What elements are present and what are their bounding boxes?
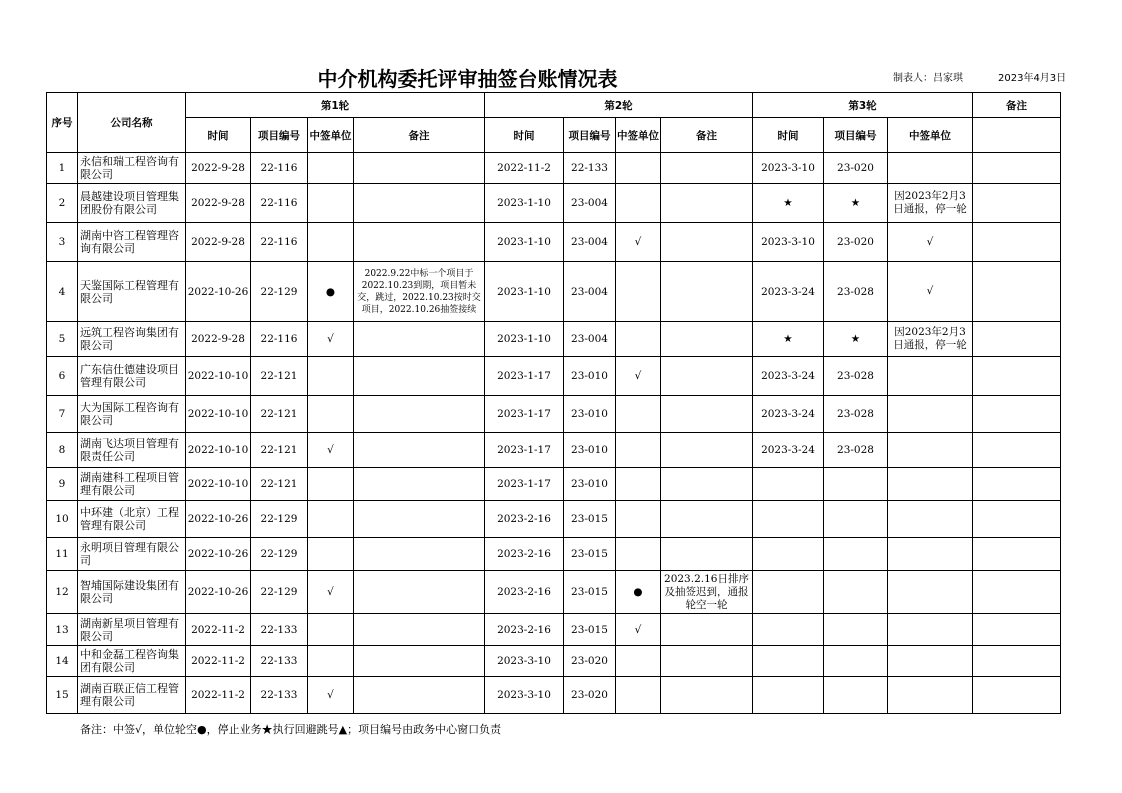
round1-time: 2022-10-26 (186, 538, 251, 571)
round2-time: 2023-2-16 (485, 614, 564, 646)
round2-note (661, 396, 753, 433)
round3-selected (888, 677, 973, 714)
round1-note (354, 357, 485, 396)
round3-selected (888, 153, 973, 184)
round1-selected (308, 646, 354, 677)
row-seq: 10 (47, 501, 78, 538)
company-name: 湖南建科工程项目管理有限公司 (78, 468, 186, 501)
table-row (47, 614, 1061, 646)
table-row (47, 262, 1061, 322)
header-seq: 序号 (47, 93, 78, 153)
table-row (47, 538, 1061, 571)
round1-code: 22-121 (251, 396, 308, 433)
round3-code (824, 538, 888, 571)
round1-code: 22-116 (251, 184, 308, 223)
header-company: 公司名称 (78, 93, 186, 153)
footnote: 备注：中签√，单位轮空●，停止业务★执行回避跳号▲；项目编号由政务中心窗口负责 (80, 723, 502, 736)
remark (973, 677, 1061, 714)
round1-selected (308, 223, 354, 262)
table-row (47, 571, 1061, 614)
round1-time: 2022-9-28 (186, 153, 251, 184)
remark (973, 322, 1061, 357)
round3-time (753, 677, 824, 714)
remark (973, 501, 1061, 538)
round1-note (354, 322, 485, 357)
round3-time (753, 468, 824, 501)
round1-time: 2022-10-26 (186, 501, 251, 538)
round1-note (354, 468, 485, 501)
round2-selected: ● (616, 571, 661, 614)
round2-note (661, 468, 753, 501)
round2-note (661, 614, 753, 646)
round1-selected (308, 614, 354, 646)
round2-note (661, 538, 753, 571)
round1-selected (308, 357, 354, 396)
round2-code: 23-004 (564, 322, 616, 357)
round1-time: 2022-10-26 (186, 571, 251, 614)
remark (973, 433, 1061, 468)
header-selected: 中签单位 (616, 118, 661, 153)
round1-selected (308, 153, 354, 184)
round1-code: 22-133 (251, 646, 308, 677)
round2-note (661, 646, 753, 677)
remark (973, 468, 1061, 501)
round2-time: 2023-1-17 (485, 357, 564, 396)
table-row (47, 153, 1061, 184)
round2-code: 23-015 (564, 571, 616, 614)
round2-selected: √ (616, 614, 661, 646)
company-name: 中和金磊工程咨询集团有限公司 (78, 646, 186, 677)
header-note: 备注 (354, 118, 485, 153)
round3-selected: √ (888, 223, 973, 262)
company-name: 广东信仕德建设项目管理有限公司 (78, 357, 186, 396)
round1-selected: ● (308, 262, 354, 322)
company-name: 湖南百联正信工程管理有限公司 (78, 677, 186, 714)
remark (973, 538, 1061, 571)
round2-time: 2023-2-16 (485, 501, 564, 538)
round3-code (824, 468, 888, 501)
round1-selected: √ (308, 322, 354, 357)
remark (973, 184, 1061, 223)
round2-code: 23-004 (564, 184, 616, 223)
remark (973, 396, 1061, 433)
round2-time: 2023-1-10 (485, 223, 564, 262)
round3-selected (888, 357, 973, 396)
round2-code: 23-015 (564, 501, 616, 538)
round2-time: 2023-3-10 (485, 677, 564, 714)
round2-selected (616, 677, 661, 714)
round1-time: 2022-10-10 (186, 396, 251, 433)
round2-code: 23-015 (564, 614, 616, 646)
row-seq: 11 (47, 538, 78, 571)
company-name: 智埔国际建设集团有限公司 (78, 571, 186, 614)
round1-note (354, 223, 485, 262)
round3-selected (888, 614, 973, 646)
round2-selected: √ (616, 223, 661, 262)
round2-note (661, 501, 753, 538)
round3-time: 2023-3-10 (753, 223, 824, 262)
round3-time: 2023-3-24 (753, 396, 824, 433)
round1-selected: √ (308, 571, 354, 614)
header-note: 备注 (661, 118, 753, 153)
round1-note (354, 184, 485, 223)
round1-code: 22-129 (251, 571, 308, 614)
round2-code: 23-010 (564, 468, 616, 501)
round2-time: 2023-1-17 (485, 433, 564, 468)
round2-code: 23-015 (564, 538, 616, 571)
round1-time: 2022-10-26 (186, 262, 251, 322)
company-name: 湖南新星项目管理有限公司 (78, 614, 186, 646)
row-seq: 6 (47, 357, 78, 396)
round2-time: 2023-1-10 (485, 322, 564, 357)
round3-selected (888, 571, 973, 614)
round3-selected (888, 468, 973, 501)
round1-note (354, 646, 485, 677)
row-seq: 4 (47, 262, 78, 322)
row-seq: 7 (47, 396, 78, 433)
round2-code: 23-010 (564, 357, 616, 396)
remark (973, 646, 1061, 677)
maker-label: 制表人：吕家琪 (893, 73, 963, 84)
round2-selected (616, 322, 661, 357)
round2-selected (616, 646, 661, 677)
round3-time (753, 571, 824, 614)
round1-time: 2022-11-2 (186, 677, 251, 714)
remark (973, 614, 1061, 646)
round3-code (824, 501, 888, 538)
table-row (47, 322, 1061, 357)
company-name: 永明项目管理有限公司 (78, 538, 186, 571)
round1-code: 22-133 (251, 677, 308, 714)
header-time: 时间 (753, 118, 824, 153)
round1-note (354, 153, 485, 184)
round2-selected (616, 396, 661, 433)
header-code: 项目编号 (564, 118, 616, 153)
round2-time: 2023-2-16 (485, 538, 564, 571)
round1-code: 22-116 (251, 223, 308, 262)
round3-selected (888, 501, 973, 538)
round1-note (354, 677, 485, 714)
round1-note (354, 396, 485, 433)
round1-selected (308, 396, 354, 433)
round2-code: 23-010 (564, 433, 616, 468)
company-name: 天鉴国际工程管理有限公司 (78, 262, 186, 322)
round2-time: 2022-11-2 (485, 153, 564, 184)
round2-code: 23-020 (564, 646, 616, 677)
round1-selected: √ (308, 433, 354, 468)
round2-note (661, 184, 753, 223)
remark (973, 223, 1061, 262)
round2-selected (616, 433, 661, 468)
header-time: 时间 (186, 118, 251, 153)
round1-note (354, 501, 485, 538)
round3-code: 23-028 (824, 433, 888, 468)
round1-time: 2022-9-28 (186, 184, 251, 223)
row-seq: 3 (47, 223, 78, 262)
round3-code: 23-028 (824, 357, 888, 396)
round2-time: 2023-1-17 (485, 468, 564, 501)
round3-code (824, 614, 888, 646)
row-seq: 2 (47, 184, 78, 223)
company-name: 晨越建设项目管理集团股份有限公司 (78, 184, 186, 223)
round2-code: 23-020 (564, 677, 616, 714)
round2-note: 2023.2.16日排序及抽签迟到，通报轮空一轮 (661, 571, 753, 614)
round1-selected (308, 184, 354, 223)
row-seq: 14 (47, 646, 78, 677)
report-date: 2023年4月3日 (998, 73, 1067, 84)
table-row (47, 396, 1061, 433)
round2-selected (616, 501, 661, 538)
round2-time: 2023-1-17 (485, 396, 564, 433)
company-name: 永信和瑞工程咨询有限公司 (78, 153, 186, 184)
round3-time (753, 614, 824, 646)
round1-code: 22-121 (251, 433, 308, 468)
round1-selected (308, 468, 354, 501)
round3-selected (888, 646, 973, 677)
round1-time: 2022-10-10 (186, 357, 251, 396)
row-seq: 8 (47, 433, 78, 468)
header-code: 项目编号 (824, 118, 888, 153)
round2-note (661, 223, 753, 262)
round1-note (354, 433, 485, 468)
round1-code: 22-121 (251, 468, 308, 501)
company-name: 湖南中咨工程管理咨询有限公司 (78, 223, 186, 262)
table-row (47, 646, 1061, 677)
remark (973, 571, 1061, 614)
round3-time (753, 501, 824, 538)
round3-code: ★ (824, 322, 888, 357)
header-round3: 第3轮 (753, 93, 973, 118)
round2-note (661, 153, 753, 184)
round1-selected (308, 501, 354, 538)
table-row (47, 677, 1061, 714)
round2-selected (616, 538, 661, 571)
round3-selected: 因2023年2月3日通报，停一轮 (888, 184, 973, 223)
round1-code: 22-129 (251, 538, 308, 571)
table-row (47, 468, 1061, 501)
company-name: 远筑工程咨询集团有限公司 (78, 322, 186, 357)
header-round2: 第2轮 (485, 93, 753, 118)
round3-selected (888, 433, 973, 468)
table-row (47, 433, 1061, 468)
round3-code: ★ (824, 184, 888, 223)
row-seq: 13 (47, 614, 78, 646)
row-seq: 1 (47, 153, 78, 184)
row-seq: 15 (47, 677, 78, 714)
round1-note (354, 538, 485, 571)
company-name: 中环建（北京）工程管理有限公司 (78, 501, 186, 538)
round2-selected (616, 468, 661, 501)
header-selected: 中签单位 (888, 118, 973, 153)
round3-time: 2023-3-10 (753, 153, 824, 184)
round1-code: 22-129 (251, 501, 308, 538)
round2-selected (616, 262, 661, 322)
table-row (47, 223, 1061, 262)
remark (973, 262, 1061, 322)
round1-time: 2022-11-2 (186, 646, 251, 677)
round2-code: 23-004 (564, 223, 616, 262)
round3-time: ★ (753, 184, 824, 223)
round1-note: 2022.9.22中标一个项目于2022.10.23到期，项目暂未交，跳过，2022.10.23按时交项目，2022.10.26抽签接续 (354, 262, 485, 322)
round1-code: 22-133 (251, 614, 308, 646)
round3-code: 23-028 (824, 396, 888, 433)
round3-time: 2023-3-24 (753, 262, 824, 322)
round3-time: ★ (753, 322, 824, 357)
round1-selected: √ (308, 677, 354, 714)
round3-time: 2023-3-24 (753, 433, 824, 468)
round1-code: 22-116 (251, 322, 308, 357)
header-round1: 第1轮 (186, 93, 485, 118)
remark (973, 357, 1061, 396)
round1-code: 22-116 (251, 153, 308, 184)
round1-code: 22-121 (251, 357, 308, 396)
round3-code: 23-028 (824, 262, 888, 322)
round2-note (661, 677, 753, 714)
header-selected: 中签单位 (308, 118, 354, 153)
ledger-table (46, 92, 1061, 714)
round3-time: 2023-3-24 (753, 357, 824, 396)
company-name: 大为国际工程咨询有限公司 (78, 396, 186, 433)
table-row (47, 357, 1061, 396)
round1-note (354, 571, 485, 614)
table-row (47, 184, 1061, 223)
round2-note (661, 433, 753, 468)
round3-code: 23-020 (824, 223, 888, 262)
round1-note (354, 614, 485, 646)
round3-code (824, 646, 888, 677)
row-seq: 9 (47, 468, 78, 501)
round1-time: 2022-11-2 (186, 614, 251, 646)
round3-code: 23-020 (824, 153, 888, 184)
round3-time (753, 646, 824, 677)
company-name: 湖南飞达项目管理有限责任公司 (78, 433, 186, 468)
page-title: 中介机构委托评审抽签台账情况表 (317, 67, 618, 91)
round2-time: 2023-1-10 (485, 262, 564, 322)
round2-code: 23-010 (564, 396, 616, 433)
header-remarks-empty (973, 118, 1061, 153)
round2-time: 2023-2-16 (485, 571, 564, 614)
round3-code (824, 677, 888, 714)
round1-time: 2022-10-10 (186, 468, 251, 501)
row-seq: 12 (47, 571, 78, 614)
round3-selected (888, 538, 973, 571)
round2-note (661, 262, 753, 322)
round2-note (661, 322, 753, 357)
round2-time: 2023-3-10 (485, 646, 564, 677)
table-row (47, 501, 1061, 538)
round2-code: 22-133 (564, 153, 616, 184)
round3-selected: √ (888, 262, 973, 322)
round2-selected (616, 184, 661, 223)
round3-selected (888, 396, 973, 433)
round2-time: 2023-1-10 (485, 184, 564, 223)
round3-time (753, 538, 824, 571)
remark (973, 153, 1061, 184)
round1-time: 2022-10-10 (186, 433, 251, 468)
round1-time: 2022-9-28 (186, 223, 251, 262)
round2-note (661, 357, 753, 396)
round3-selected: 因2023年2月3日通报，停一轮 (888, 322, 973, 357)
row-seq: 5 (47, 322, 78, 357)
round2-selected: √ (616, 357, 661, 396)
header-time: 时间 (485, 118, 564, 153)
round2-code: 23-004 (564, 262, 616, 322)
header-code: 项目编号 (251, 118, 308, 153)
round1-selected (308, 538, 354, 571)
round3-code (824, 571, 888, 614)
round1-time: 2022-9-28 (186, 322, 251, 357)
header-remarks: 备注 (973, 93, 1061, 118)
round1-code: 22-129 (251, 262, 308, 322)
round2-selected (616, 153, 661, 184)
